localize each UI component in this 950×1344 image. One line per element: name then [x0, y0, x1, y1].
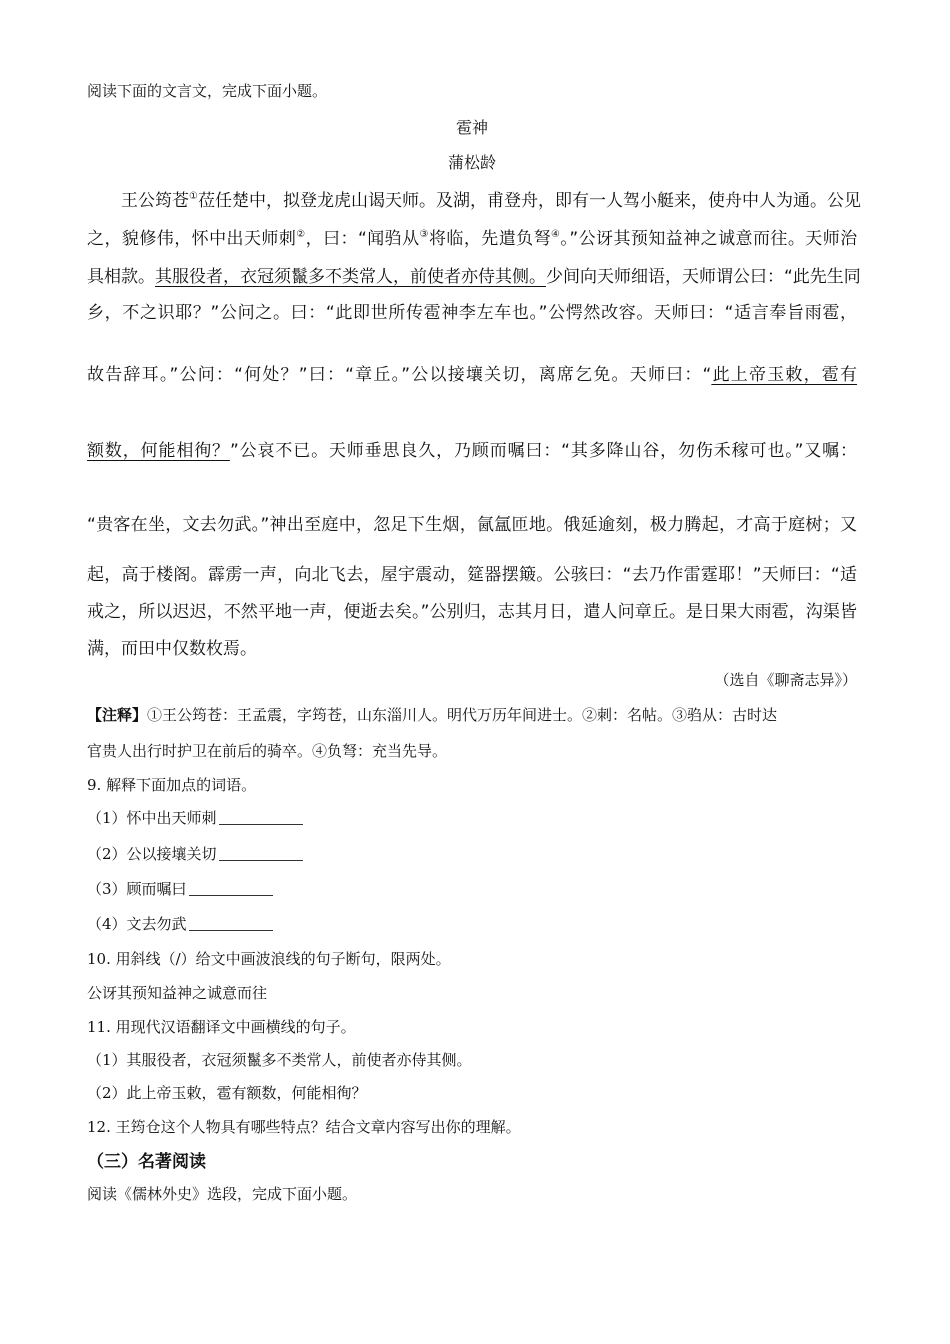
passage-text: 少间向天师细语，天师谓公曰：“此先生同	[546, 267, 861, 287]
answer-blank[interactable]	[189, 881, 273, 896]
passage-author: 蒲松龄	[447, 153, 496, 172]
intro-text: 阅读下面的文言文，完成下面小题。	[87, 82, 328, 100]
passage-line-6	[87, 436, 857, 461]
answer-blank[interactable]	[189, 916, 273, 931]
passage-line-7	[87, 510, 857, 535]
passage-line-9	[87, 597, 857, 622]
underlined-sentence-1: 其服役者，衣冠须鬣多不类常人，前使者亦侍其侧。	[155, 267, 546, 287]
q10-stem: 10. 用斜线（/）给文中画波浪线的句子断句，限两处。	[87, 950, 451, 968]
passage-text: 戒之，所以迟迟，不然平地一声，便逝去矣。”公别归，志其月日，遣人问章丘。是日果大雨雹，沟渠皆	[87, 602, 857, 622]
underlined-sentence-2b: 额数，何能相徇？	[87, 441, 230, 461]
passage-text: 王公筠苍①莅任楚中，拟登龙虎山谒天师。及湖，甫登舟，即有一人驾小艇来，使舟中人为通。公见	[121, 191, 861, 211]
q12-stem: 12. 王筠仓这个人物具有哪些特点？结合文章内容写出你的理解。	[87, 1118, 521, 1136]
q9-item-2	[87, 843, 303, 864]
q9-item-text: （3）顾而嘱曰	[87, 880, 187, 898]
section-heading: （三）名著阅读	[87, 1152, 206, 1172]
q9-item-4	[87, 913, 273, 934]
passage-line-2	[87, 224, 857, 249]
q9-item-1	[87, 807, 303, 828]
answer-blank[interactable]	[219, 810, 303, 825]
passage-text: 具相款。	[87, 267, 155, 287]
notes-line-1	[87, 704, 857, 725]
q11-item-2: （2）此上帝玉敕，雹有额数，何能相徇？	[87, 1084, 367, 1102]
passage-text: ”公哀不已。天师垂思良久，乃顾而嘱曰：“其多降山谷，勿伤禾稼可也。”又嘱：	[229, 441, 858, 461]
passage-line-4	[87, 298, 857, 323]
passage-line-1	[121, 186, 861, 211]
passage-line-5	[87, 360, 857, 385]
answer-blank[interactable]	[219, 846, 303, 861]
q9-item-3	[87, 878, 273, 899]
q9-item-text: （4）文去勿武	[87, 915, 187, 933]
passage-text: 乡，不之识耶？”公问之。曰：“此即世所传雹神李左车也。”公愕然改容。天师曰：“适言奉旨雨雹，	[87, 303, 857, 323]
q11-item-1: （1）其服役者，衣冠须鬣多不类常人，前使者亦侍其侧。	[87, 1051, 472, 1069]
passage-text: 故告辞耳。”公问：“何处？”曰：“章丘。”公以接壤关切，离席乞免。天师曰：“	[87, 365, 712, 385]
notes-label: 【注释】	[87, 706, 148, 724]
q11-stem: 11. 用现代汉语翻译文中画横线的句子。	[87, 1018, 356, 1036]
passage-line-10: 满，而田中仅数枚焉。	[87, 639, 257, 659]
q10-sentence: 公讶其预知益神之诚意而往	[87, 984, 268, 1002]
passage-line-3	[87, 262, 861, 287]
underlined-sentence-2a: 此上帝玉敕，雹有	[711, 365, 858, 385]
passage-text: 之，貌修伟，怀中出天师刺②，曰：“闻驺从③将临，先遣负弩④。”公讶其预知益神之诚意而往。天师治	[87, 229, 858, 249]
q9-item-text: （2）公以接壤关切	[87, 845, 217, 863]
section-intro: 阅读《儒林外史》选段，完成下面小题。	[87, 1185, 358, 1203]
passage-title: 雹神	[455, 118, 488, 137]
passage-line-8	[87, 560, 857, 585]
source-citation: （选自《聊斋志异》）	[714, 671, 857, 689]
notes-line-2: 官贵人出行时护卫在前后的骑卒。④负弩：充当先导。	[87, 742, 448, 760]
passage-text: “贵客在坐，文去勿武。”神出至庭中，忽足下生烟，氤氲匝地。俄延逾刻，极力腾起，才高于庭树；又	[87, 515, 857, 535]
q9-item-text: （1）怀中出天师刺	[87, 809, 217, 827]
notes-text: ①王公筠苍：王孟震，字筠苍，山东淄川人。明代万历年间进士。②刺：名帖。③驺从：古时达	[147, 706, 778, 724]
q9-stem: 9. 解释下面加点的词语。	[87, 776, 257, 794]
passage-text: 起，高于楼阁。霹雳一声，向北飞去，屋宇震动，筵器摆簸。公骇曰：“去乃作雷霆耶！”天师曰：“适	[87, 565, 857, 585]
